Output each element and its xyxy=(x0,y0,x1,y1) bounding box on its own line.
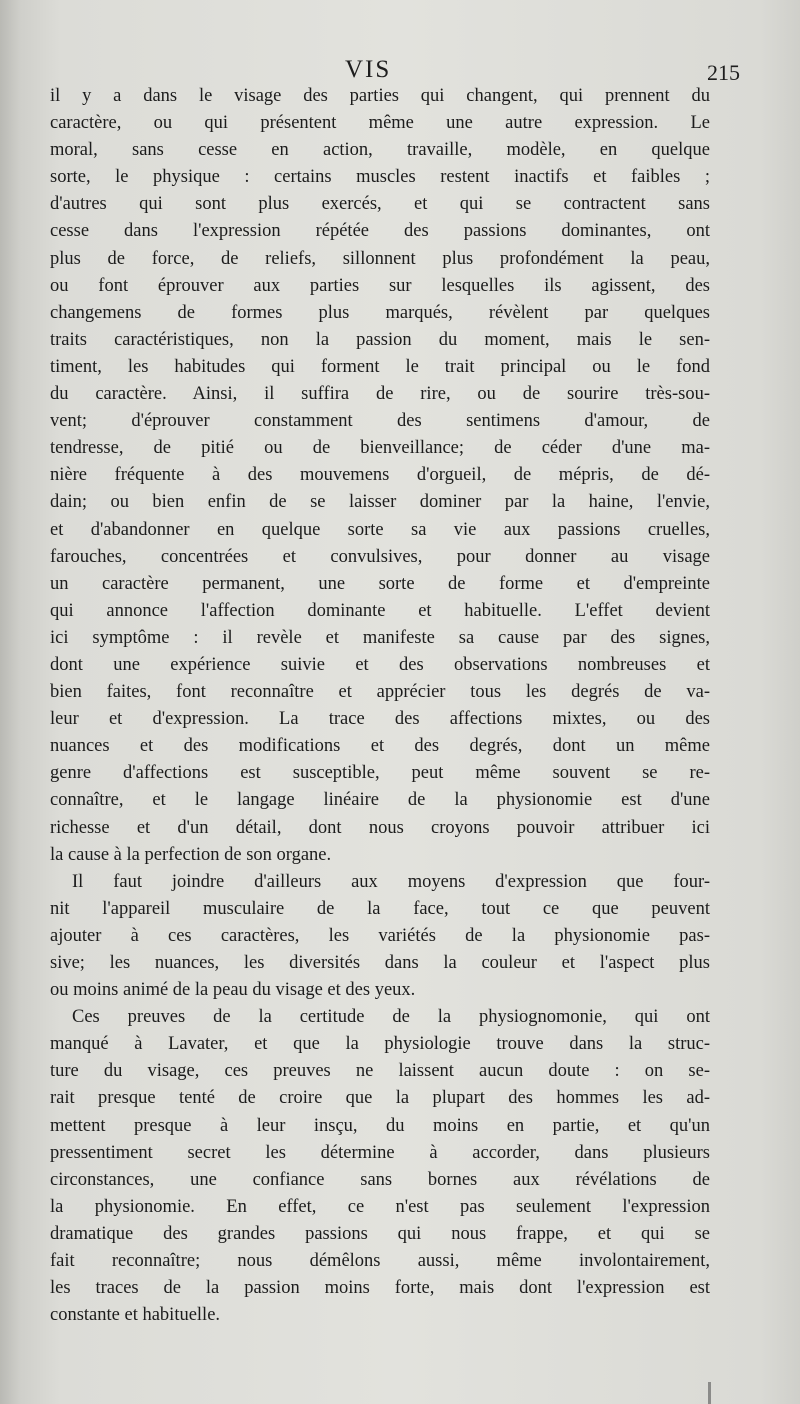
text-line: ici symptôme : il revèle et manifeste sa cause par des signes, xyxy=(50,627,710,648)
text-line: cesse dans l'expression répétée des passions dominantes, ont xyxy=(50,221,710,242)
text-line: rait presque tenté de croire que la plupart des hommes les ad- xyxy=(50,1088,710,1109)
running-title: VIS xyxy=(345,56,392,83)
text-line: genre d'affections est susceptible, peut même souvent se re- xyxy=(50,763,710,784)
text-line: ajouter à ces caractères, les variétés de la physionomie pas- xyxy=(50,925,710,946)
text-line: un caractère permanent, une sorte de forme et d'empreinte xyxy=(50,573,710,594)
text-line: plus de force, de reliefs, sillonnent plus profondément la peau, xyxy=(50,248,710,269)
text-line: d'autres qui sont plus exercés, et qui se contractent sans xyxy=(50,194,710,215)
text-line: il y a dans le visage des parties qui changent, qui prennent du xyxy=(50,86,710,106)
text-line: moral, sans cesse en action, travaille, modèle, en quelque xyxy=(50,140,710,161)
text-line: tendresse, de pitié ou de bienveillance; de céder d'une ma- xyxy=(50,438,710,459)
text-line: farouches, concentrées et convulsives, pour donner au visage xyxy=(50,546,710,567)
text-line: dramatique des grandes passions qui nous frappe, et qui se xyxy=(50,1223,710,1244)
text-line: richesse et d'un détail, dont nous croyons pouvoir attribuer ici xyxy=(50,817,710,838)
text-line: pressentiment secret les détermine à accorder, dans plusieurs xyxy=(50,1142,710,1163)
text-line: circonstances, une confiance sans bornes aux révélations de xyxy=(50,1169,710,1190)
text-line: bien faites, font reconnaître et apprécier tous les degrés de va- xyxy=(50,682,710,703)
text-line: manqué à Lavater, et que la physiologie trouve dans la struc- xyxy=(50,1034,710,1055)
text-line: Ces preuves de la certitude de la physiognomonie, qui ont xyxy=(72,1007,710,1028)
text-line: du caractère. Ainsi, il suffira de rire, ou de sourire très-sou- xyxy=(50,384,710,405)
text-line: qui annonce l'affection dominante et habituelle. L'effet devient xyxy=(50,600,710,621)
text-line: et d'abandonner en quelque sorte sa vie aux passions cruelles, xyxy=(50,519,710,540)
text-line: mettent presque à leur insçu, du moins en partie, et qu'un xyxy=(50,1115,710,1136)
page-number: 215 xyxy=(707,60,740,85)
text-line: fait reconnaître; nous démêlons aussi, même involontairement, xyxy=(50,1251,710,1272)
text-line: traits caractéristiques, non la passion du moment, mais le sen- xyxy=(50,329,710,350)
text-line: timent, les habitudes qui forment le trait principal ou le fond xyxy=(50,356,710,377)
text-line: constante et habituelle. xyxy=(50,1305,221,1326)
text-line: vent; d'éprouver constamment des sentimens d'amour, de xyxy=(50,411,710,432)
text-line: connaître, et le langage linéaire de la physionomie est d'une xyxy=(50,790,710,811)
paragraph xyxy=(50,1004,710,1329)
text-line: la cause à la perfection de son organe. xyxy=(50,844,332,865)
text-line: dain; ou bien enfin de se laisser dominer par la haine, l'envie, xyxy=(50,492,710,513)
scan-artifact-mark xyxy=(708,1382,711,1404)
text-line: la physionomie. En effet, ce n'est pas seulement l'expression xyxy=(50,1196,710,1217)
text-line: nit l'appareil musculaire de la face, tout ce que peuvent xyxy=(50,898,710,919)
text-line: changemens de formes plus marqués, révèlent par quelques xyxy=(50,302,710,323)
text-line: sorte, le physique : certains muscles restent inactifs et faibles ; xyxy=(50,167,710,188)
paragraph xyxy=(50,83,710,869)
text-line: nière fréquente à des mouvemens d'orgueil, de mépris, de dé- xyxy=(50,465,710,486)
text-line: ture du visage, ces preuves ne laissent aucun doute : on se- xyxy=(50,1061,710,1082)
text-line: ou moins animé de la peau du visage et des yeux. xyxy=(50,980,416,1001)
text-line: caractère, ou qui présentent même une autre expression. Le xyxy=(50,113,710,134)
text-line: ou font éprouver aux parties sur lesquelles ils agissent, des xyxy=(50,275,710,296)
text-line: sive; les nuances, les diversités dans la couleur et l'aspect plus xyxy=(50,953,710,973)
text-line: leur et d'expression. La trace des affections mixtes, ou des xyxy=(50,709,710,730)
paragraph xyxy=(50,869,710,1004)
body-text xyxy=(50,83,710,1329)
text-line: Il faut joindre d'ailleurs aux moyens d'expression que four- xyxy=(72,871,710,892)
text-line: les traces de la passion moins forte, mais dont l'expression est xyxy=(50,1278,710,1299)
text-line: dont une expérience suivie et des observations nombreuses et xyxy=(50,654,710,675)
text-line: nuances et des modifications et des degrés, dont un même xyxy=(50,736,710,757)
